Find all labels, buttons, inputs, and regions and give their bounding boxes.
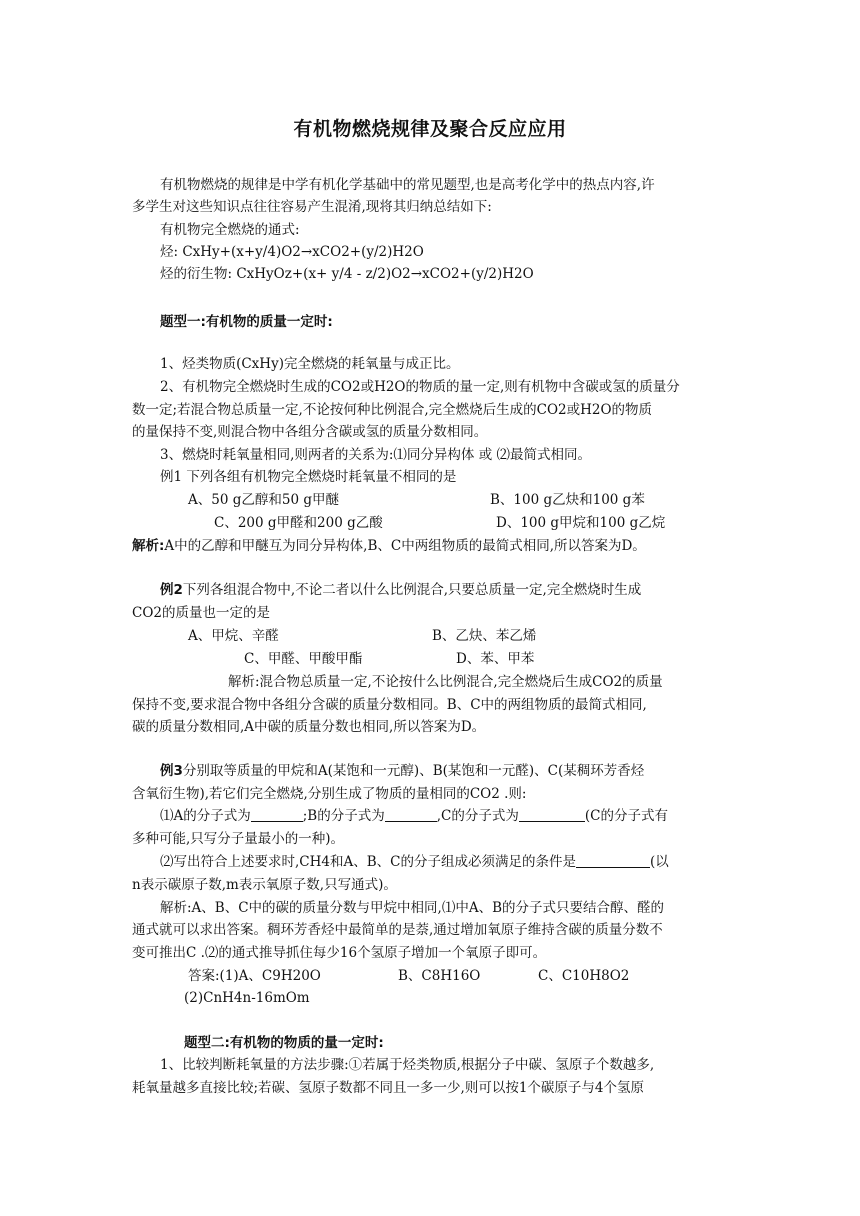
- example-3-stem-2: 含氧衍生物),若它们完全燃烧,分别生成了物质的量相同的CO2 .则:: [132, 786, 527, 802]
- example-1-option-d: D、100 g甲烷和100 g乙烷: [496, 515, 666, 531]
- example-2-stem-2: CO2的质量也一定的是: [132, 605, 270, 621]
- q1-part-c: ,C的分子式为: [436, 808, 519, 824]
- example-2-analysis-3: 碳的质量分数相同,A中碳的质量分数也相同,所以答案为D。: [132, 719, 486, 735]
- page-title: 有机物燃烧规律及聚合反应应用: [293, 118, 567, 140]
- q1-part-d: (C的分子式有: [584, 808, 668, 824]
- section-2-heading: 题型二:有机物的物质的量一定时:: [184, 1035, 384, 1051]
- example-3-key-2: (2)CnH4n-16mOm: [184, 990, 310, 1006]
- example-2-stem-1: [160, 580, 641, 600]
- example-3-label: 例3: [160, 763, 183, 779]
- example-2-text: 下列各组混合物中,不论二者以什么比例混合,只要总质量一定,完全燃烧时生成: [182, 582, 642, 598]
- s2-point-1b: 耗氧量越多直接比较;若碳、氢原子数都不同且一多一少,则可以按1个碳原子与4个氢原: [132, 1080, 645, 1096]
- q2-part-a: ⑵写出符合上述要求时,CH4和A、B、C的分子组成必须满足的条件是: [160, 854, 576, 870]
- example-3-key-c: C、C10H8O2: [538, 968, 630, 984]
- example-3-key-b: B、C8H16O: [398, 968, 481, 984]
- example-3-question-1-cont: 多种可能,只写分子量最小的一种)。: [132, 831, 345, 847]
- s1-point-1: 1、烃类物质(CxHy)完全燃烧的耗氧量与成正比。: [160, 356, 460, 372]
- section-1-heading: 题型一:有机物的质量一定时:: [160, 314, 333, 330]
- example-2-option-c: C、甲醛、甲酸甲酯: [244, 651, 363, 667]
- answer-text: A中的乙醇和甲醚互为同分异构体,B、C中两组物质的最简式相同,所以答案为D。: [164, 538, 646, 554]
- intro-line-1: 有机物燃烧的规律是中学有机化学基础中的常见题型,也是高考化学中的热点内容,许: [160, 177, 655, 193]
- derivative-formula: 烃的衍生物: CxHyOz+(x+ y/4 - z/2)O2→xCO2+(y/2)H2O: [160, 266, 534, 282]
- example-2-analysis-1: 解析:混合物总质量一定,不论按什么比例混合,完全燃烧后生成CO2的质量: [228, 674, 663, 690]
- example-3-question-2-cont: n表示碳原子数,m表示氧原子数,只写通式)。: [132, 877, 397, 893]
- example-3-key-a: 答案:(1)A、C9H20O: [188, 968, 321, 984]
- q1-part-b: ;B的分子式为: [302, 808, 385, 824]
- example-2-option-d: D、苯、甲苯: [456, 651, 535, 667]
- formula-heading: 有机物完全燃烧的通式:: [160, 222, 300, 238]
- example-3-text: 分别取等质量的甲烷和A(某饱和一元醇)、B(某饱和一元醛)、C(某稠环芳香烃: [182, 763, 645, 779]
- q1-part-a: ⑴A的分子式为: [160, 808, 251, 824]
- answer-blank-condition[interactable]: [576, 853, 650, 868]
- q2-part-b: (以: [649, 854, 669, 870]
- example-3-stem-1: [160, 761, 644, 781]
- s1-point-2a: 2、有机物完全燃烧时生成的CO2或H2O的物质的量一定,则有机物中含碳或氢的质量分: [160, 379, 680, 395]
- example-2-analysis-2: 保持不变,要求混合物中各组分含碳的质量分数相同。B、C中的两组物质的最简式相同,: [132, 697, 647, 713]
- s2-point-1a: 1、比较判断耗氧量的方法步骤:①若属于烃类物质,根据分子中碳、氢原子个数越多,: [160, 1057, 655, 1073]
- example-2-option-a: A、甲烷、辛醛: [188, 628, 279, 644]
- example-1-option-c: C、200 g甲醛和200 g乙酸: [214, 515, 383, 531]
- answer-blank-c[interactable]: [519, 807, 585, 822]
- hydrocarbon-formula: 烃: CxHy+(x+y/4)O2→xCO2+(y/2)H2O: [160, 244, 424, 260]
- answer-blank-a[interactable]: [251, 807, 303, 822]
- example-1-option-b: B、100 g乙炔和100 g苯: [490, 492, 645, 508]
- example-3-question-1: [160, 806, 668, 826]
- example-3-analysis-3: 变可推出C .⑵的通式推导抓住每少16个氢原子增加一个氧原子即可。: [132, 945, 547, 961]
- example-1-answer: [132, 536, 646, 556]
- example-1-option-a: A、50 g乙醇和50 g甲醚: [188, 492, 339, 508]
- example-3-analysis-2: 通式就可以求出答案。稠环芳香烃中最简单的是萘,通过增加氧原子维持含碳的质量分数不: [132, 922, 663, 938]
- example-1-stem: 例1 下列各组有机物完全燃烧时耗氧量不相同的是: [160, 469, 457, 485]
- example-2-label: 例2: [160, 582, 183, 598]
- answer-label: 解析:: [132, 538, 165, 554]
- s1-point-3: 3、燃烧时耗氧量相同,则两者的关系为:⑴同分异构体 或 ⑵最简式相同。: [160, 447, 592, 463]
- answer-blank-b[interactable]: [385, 807, 437, 822]
- example-3-analysis-1: 解析:A、B、C中的碳的质量分数与甲烷中相同,⑴中A、B的分子式只要结合醇、醛的: [160, 900, 665, 916]
- s1-point-2c: 的量保持不变,则混合物中各组分含碳或氢的质量分数相同。: [132, 424, 488, 440]
- intro-line-2: 多学生对这些知识点往往容易产生混淆,现将其归纳总结如下:: [132, 199, 492, 215]
- s1-point-2b: 数一定;若混合物总质量一定,不论按何种比例混合,完全燃烧后生成的CO2或H2O的物质: [132, 402, 653, 418]
- example-2-option-b: B、乙炔、苯乙烯: [432, 628, 537, 644]
- example-3-question-2: [160, 852, 669, 872]
